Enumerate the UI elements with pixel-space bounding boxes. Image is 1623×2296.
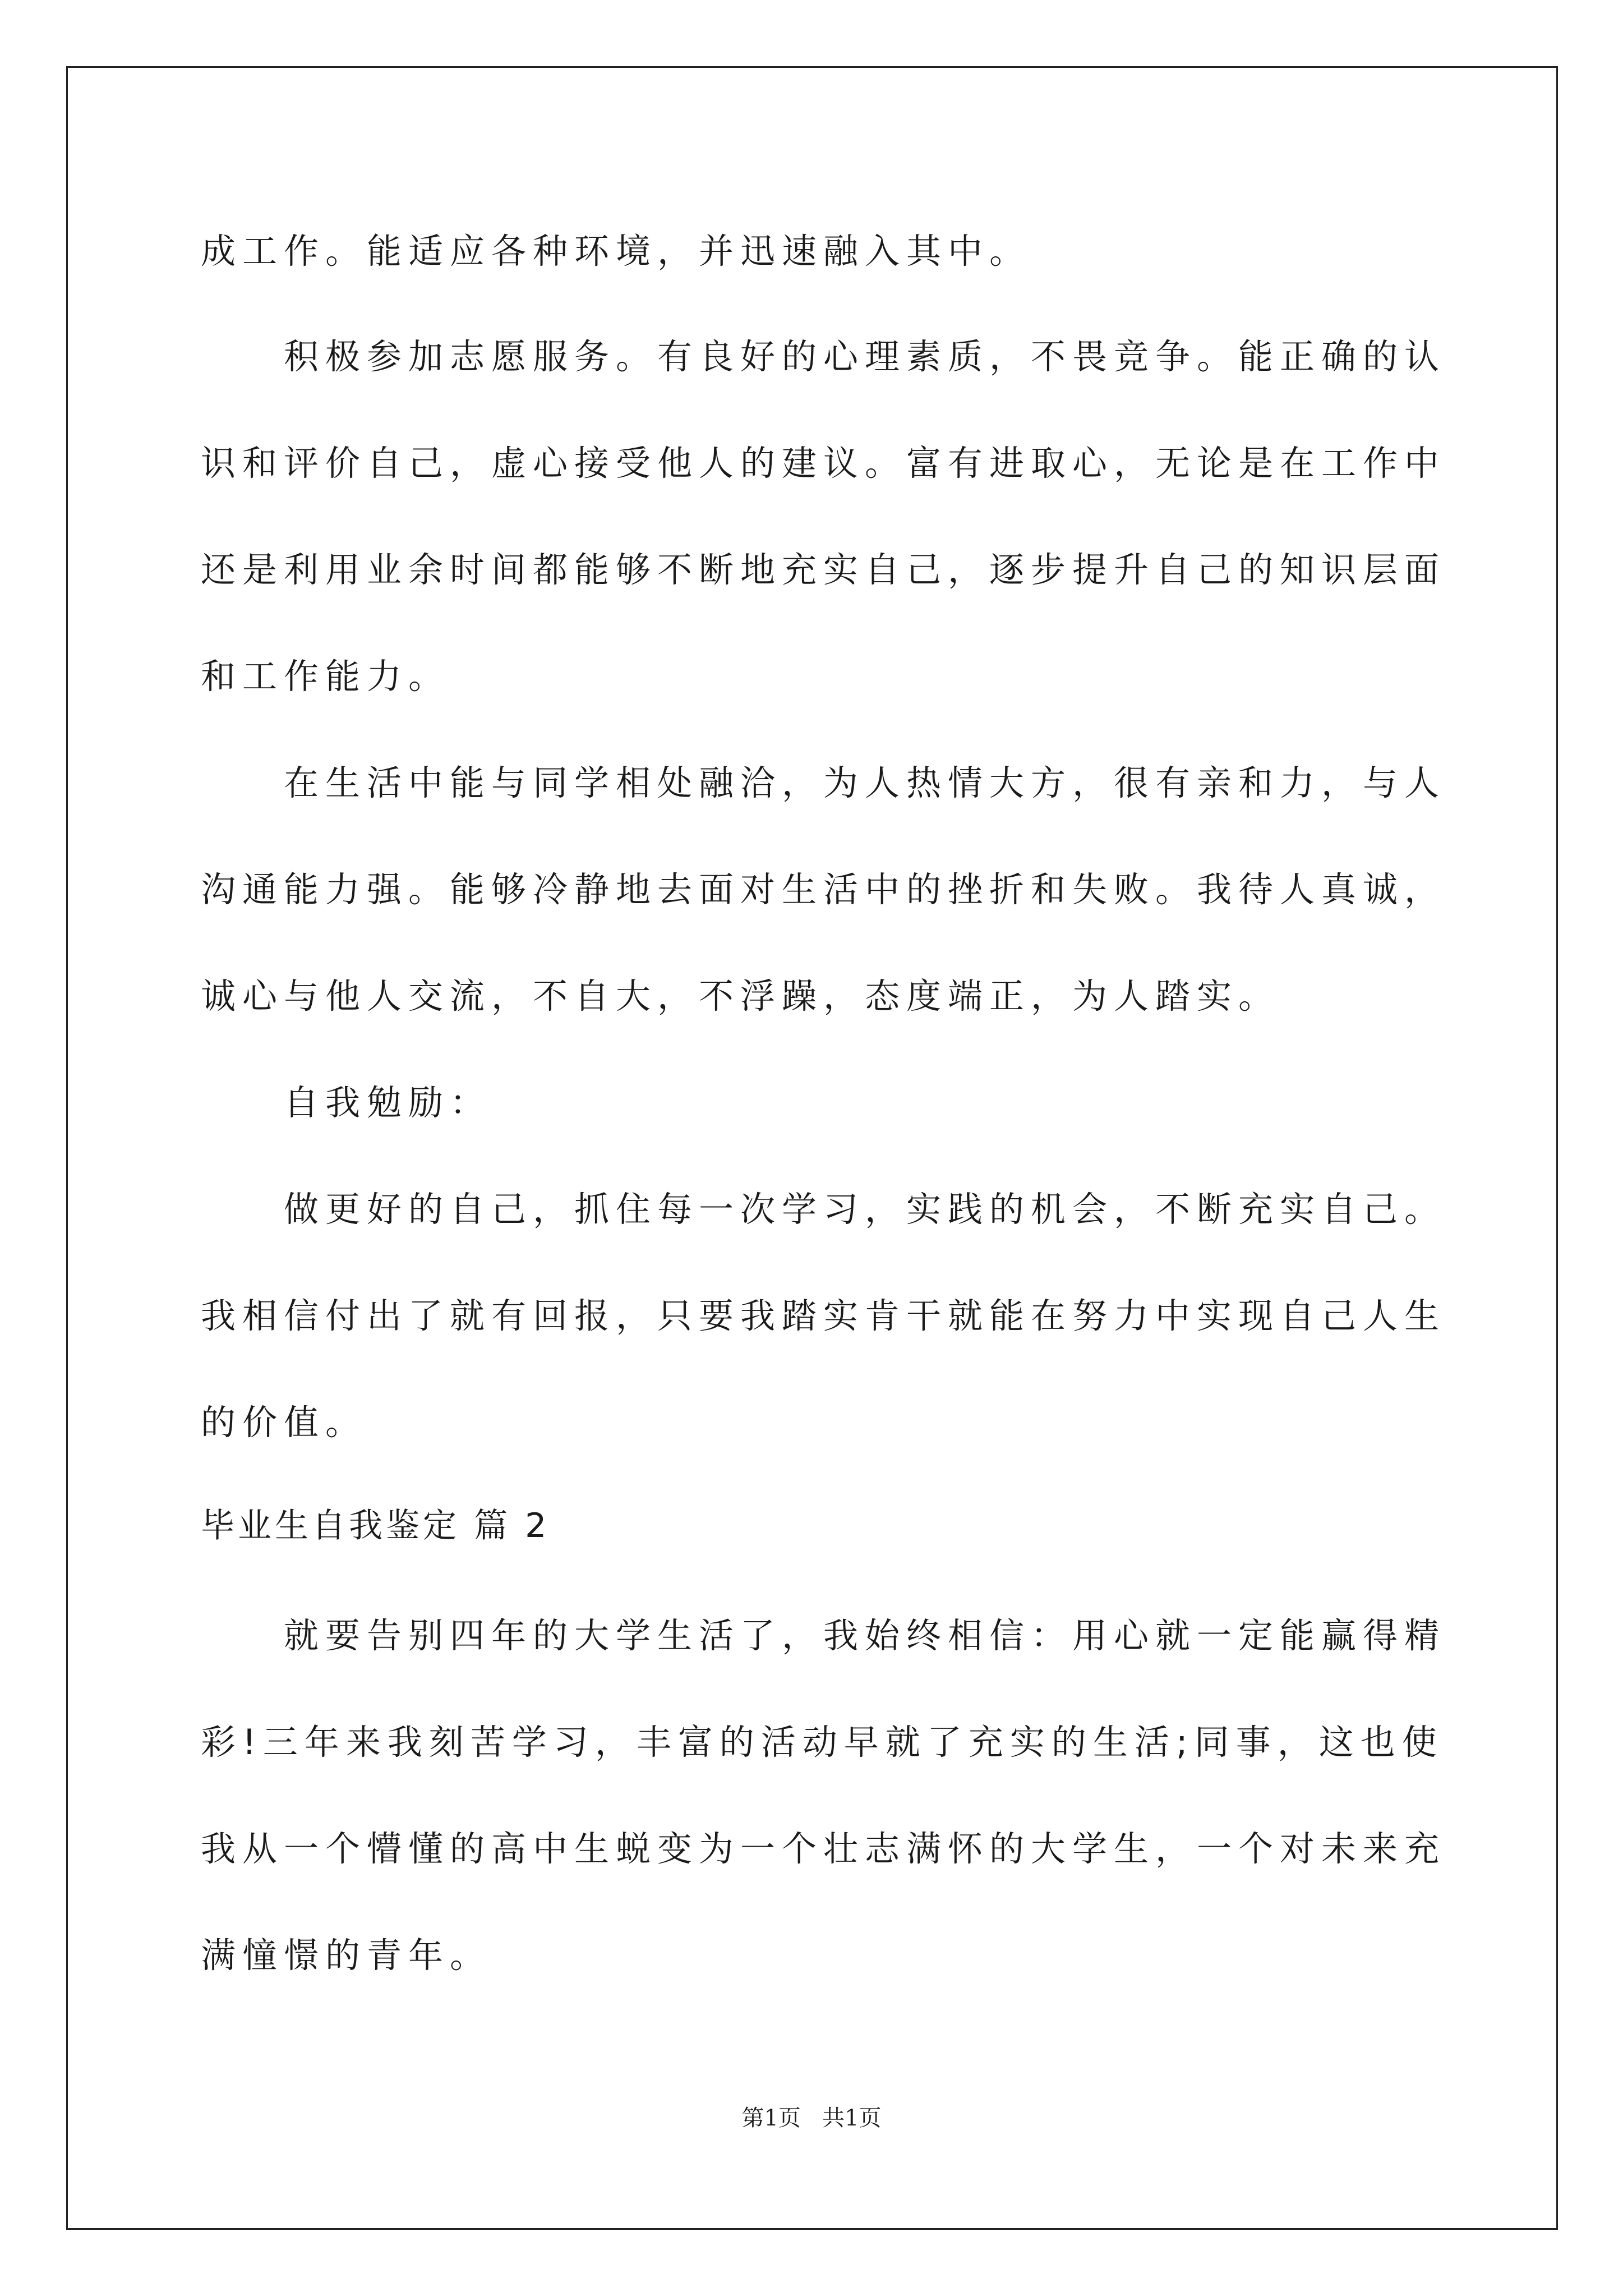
text-line: 我相信付出了就有回报，只要我踏实肯干就能在努力中实现自己人生 [201, 1295, 1446, 1336]
page-border [66, 66, 1558, 2230]
page-footer: 第1页 共1页 [741, 2105, 882, 2131]
text-line: 成工作。能适应各种环境，并迅速融入其中。 [201, 231, 1031, 272]
text-line: 满憧憬的青年。 [201, 1935, 492, 1976]
paragraph-first-line: 积极参加志愿服务。有良好的心理素质，不畏竞争。能正确的认 [284, 336, 1446, 377]
paragraph-first-line: 自我勉励： [284, 1082, 492, 1123]
text-line: 诚心与他人交流，不自大，不浮躁，态度端正，为人踏实。 [201, 976, 1280, 1016]
text-line: 识和评价自己，虚心接受他人的建议。富有进取心，无论是在工作中 [201, 443, 1446, 484]
paragraph-first-line: 就要告别四年的大学生活了，我始终相信：用心就一定能赢得精 [284, 1615, 1446, 1656]
text-line: 彩!三年来我刻苦学习，丰富的活动早就了充实的生活;同事，这也使 [201, 1722, 1444, 1763]
section-heading: 毕业生自我鉴定 篇 2 [201, 1506, 550, 1545]
text-line: 还是利用业余时间都能够不断地充实自己，逐步提升自己的知识层面 [201, 549, 1446, 590]
text-line: 我从一个懵懂的高中生蜕变为一个壮志满怀的大学生，一个对未来充 [201, 1828, 1446, 1869]
paragraph-first-line: 做更好的自己，抓住每一次学习，实践的机会，不断充实自己。 [284, 1189, 1446, 1230]
paragraph-first-line: 在生活中能与同学相处融洽，为人热情大方，很有亲和力，与人 [284, 762, 1446, 803]
text-line: 沟通能力强。能够冷静地去面对生活中的挫折和失败。我待人真诚， [201, 869, 1446, 910]
text-line: 的价值。 [201, 1402, 367, 1443]
text-line: 和工作能力。 [201, 656, 450, 697]
